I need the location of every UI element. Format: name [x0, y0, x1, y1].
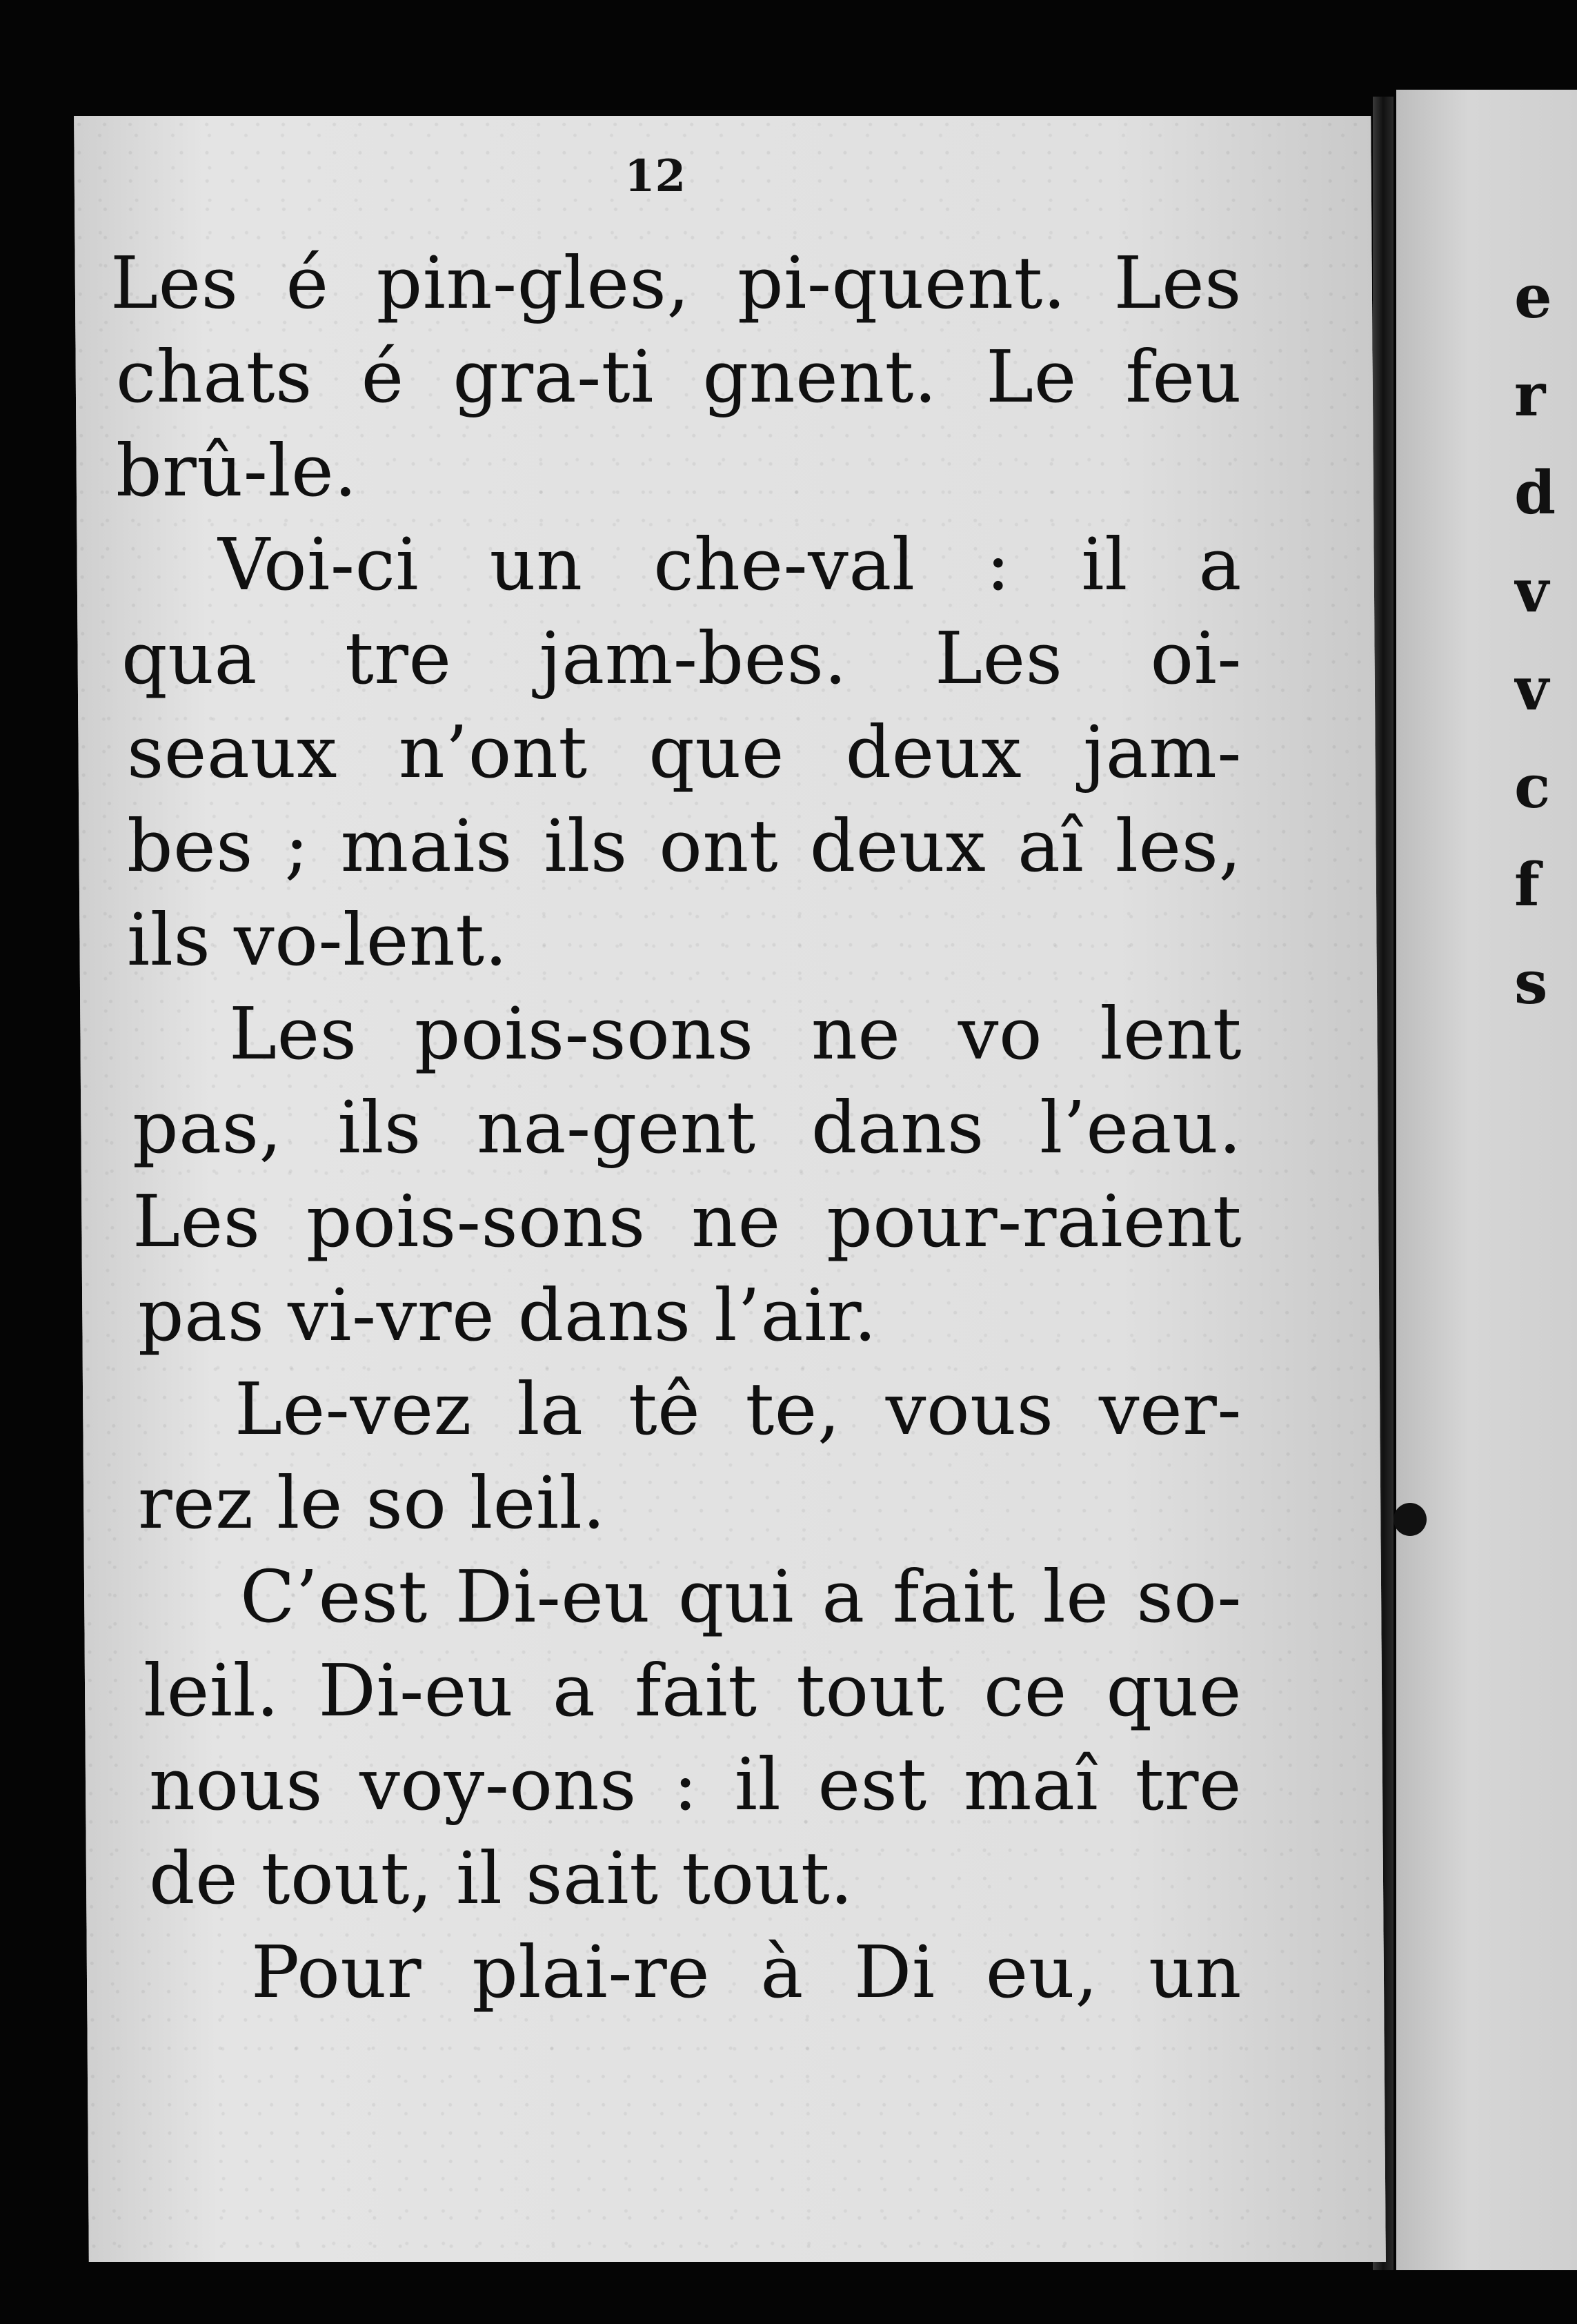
facing-fragment: v [1514, 654, 1549, 724]
text-line: ils vo-lent. [127, 898, 508, 982]
text-line: Voi-ci un che-val : il a [218, 522, 1242, 607]
binding-thread-knot [1393, 1503, 1427, 1536]
text-line: Pour plai-re à Di eu, un [251, 1930, 1242, 2014]
text-line: de tout, il sait tout. [149, 1836, 853, 1920]
text-line: bes ; mais ils ont deux aî les, [127, 804, 1242, 888]
text-line: pas vi-vre dans l’air. [138, 1273, 877, 1357]
facing-page-text-fragments [1514, 248, 1577, 1032]
page-number: 12 [624, 150, 686, 202]
page-text [110, 236, 1242, 2019]
facing-fragment: d [1514, 458, 1556, 528]
text-line: seaux n’ont que deux jam- [127, 710, 1242, 794]
facing-fragment: r [1514, 360, 1546, 430]
text-line: brû-le. [116, 429, 357, 513]
text-line: Les é pin-gles, pi-quent. Les [110, 241, 1242, 325]
text-line: pas, ils na-gent dans l’eau. [132, 1085, 1242, 1170]
text-line: Le-vez la tê te, vous ver- [235, 1367, 1242, 1451]
text-line: chats é gra-ti gnent. Le feu [116, 335, 1242, 419]
facing-fragment: f [1514, 850, 1540, 920]
text-line: qua tre jam-bes. Les oi- [121, 616, 1242, 700]
text-line: nous voy-ons : il est maî tre [149, 1742, 1242, 1826]
facing-fragment: s [1514, 948, 1548, 1018]
facing-fragment: c [1514, 752, 1551, 822]
text-line: leil. Di-eu a fait tout ce que [143, 1648, 1242, 1733]
text-line: rez le so leil. [138, 1461, 606, 1545]
text-line: Les pois-sons ne vo lent [229, 992, 1242, 1076]
text-line: C’est Di-eu qui a fait le so- [240, 1555, 1242, 1639]
text-line: Les pois-sons ne pour-raient [132, 1179, 1242, 1263]
facing-fragment: v [1514, 556, 1549, 626]
facing-fragment: e [1514, 262, 1552, 332]
